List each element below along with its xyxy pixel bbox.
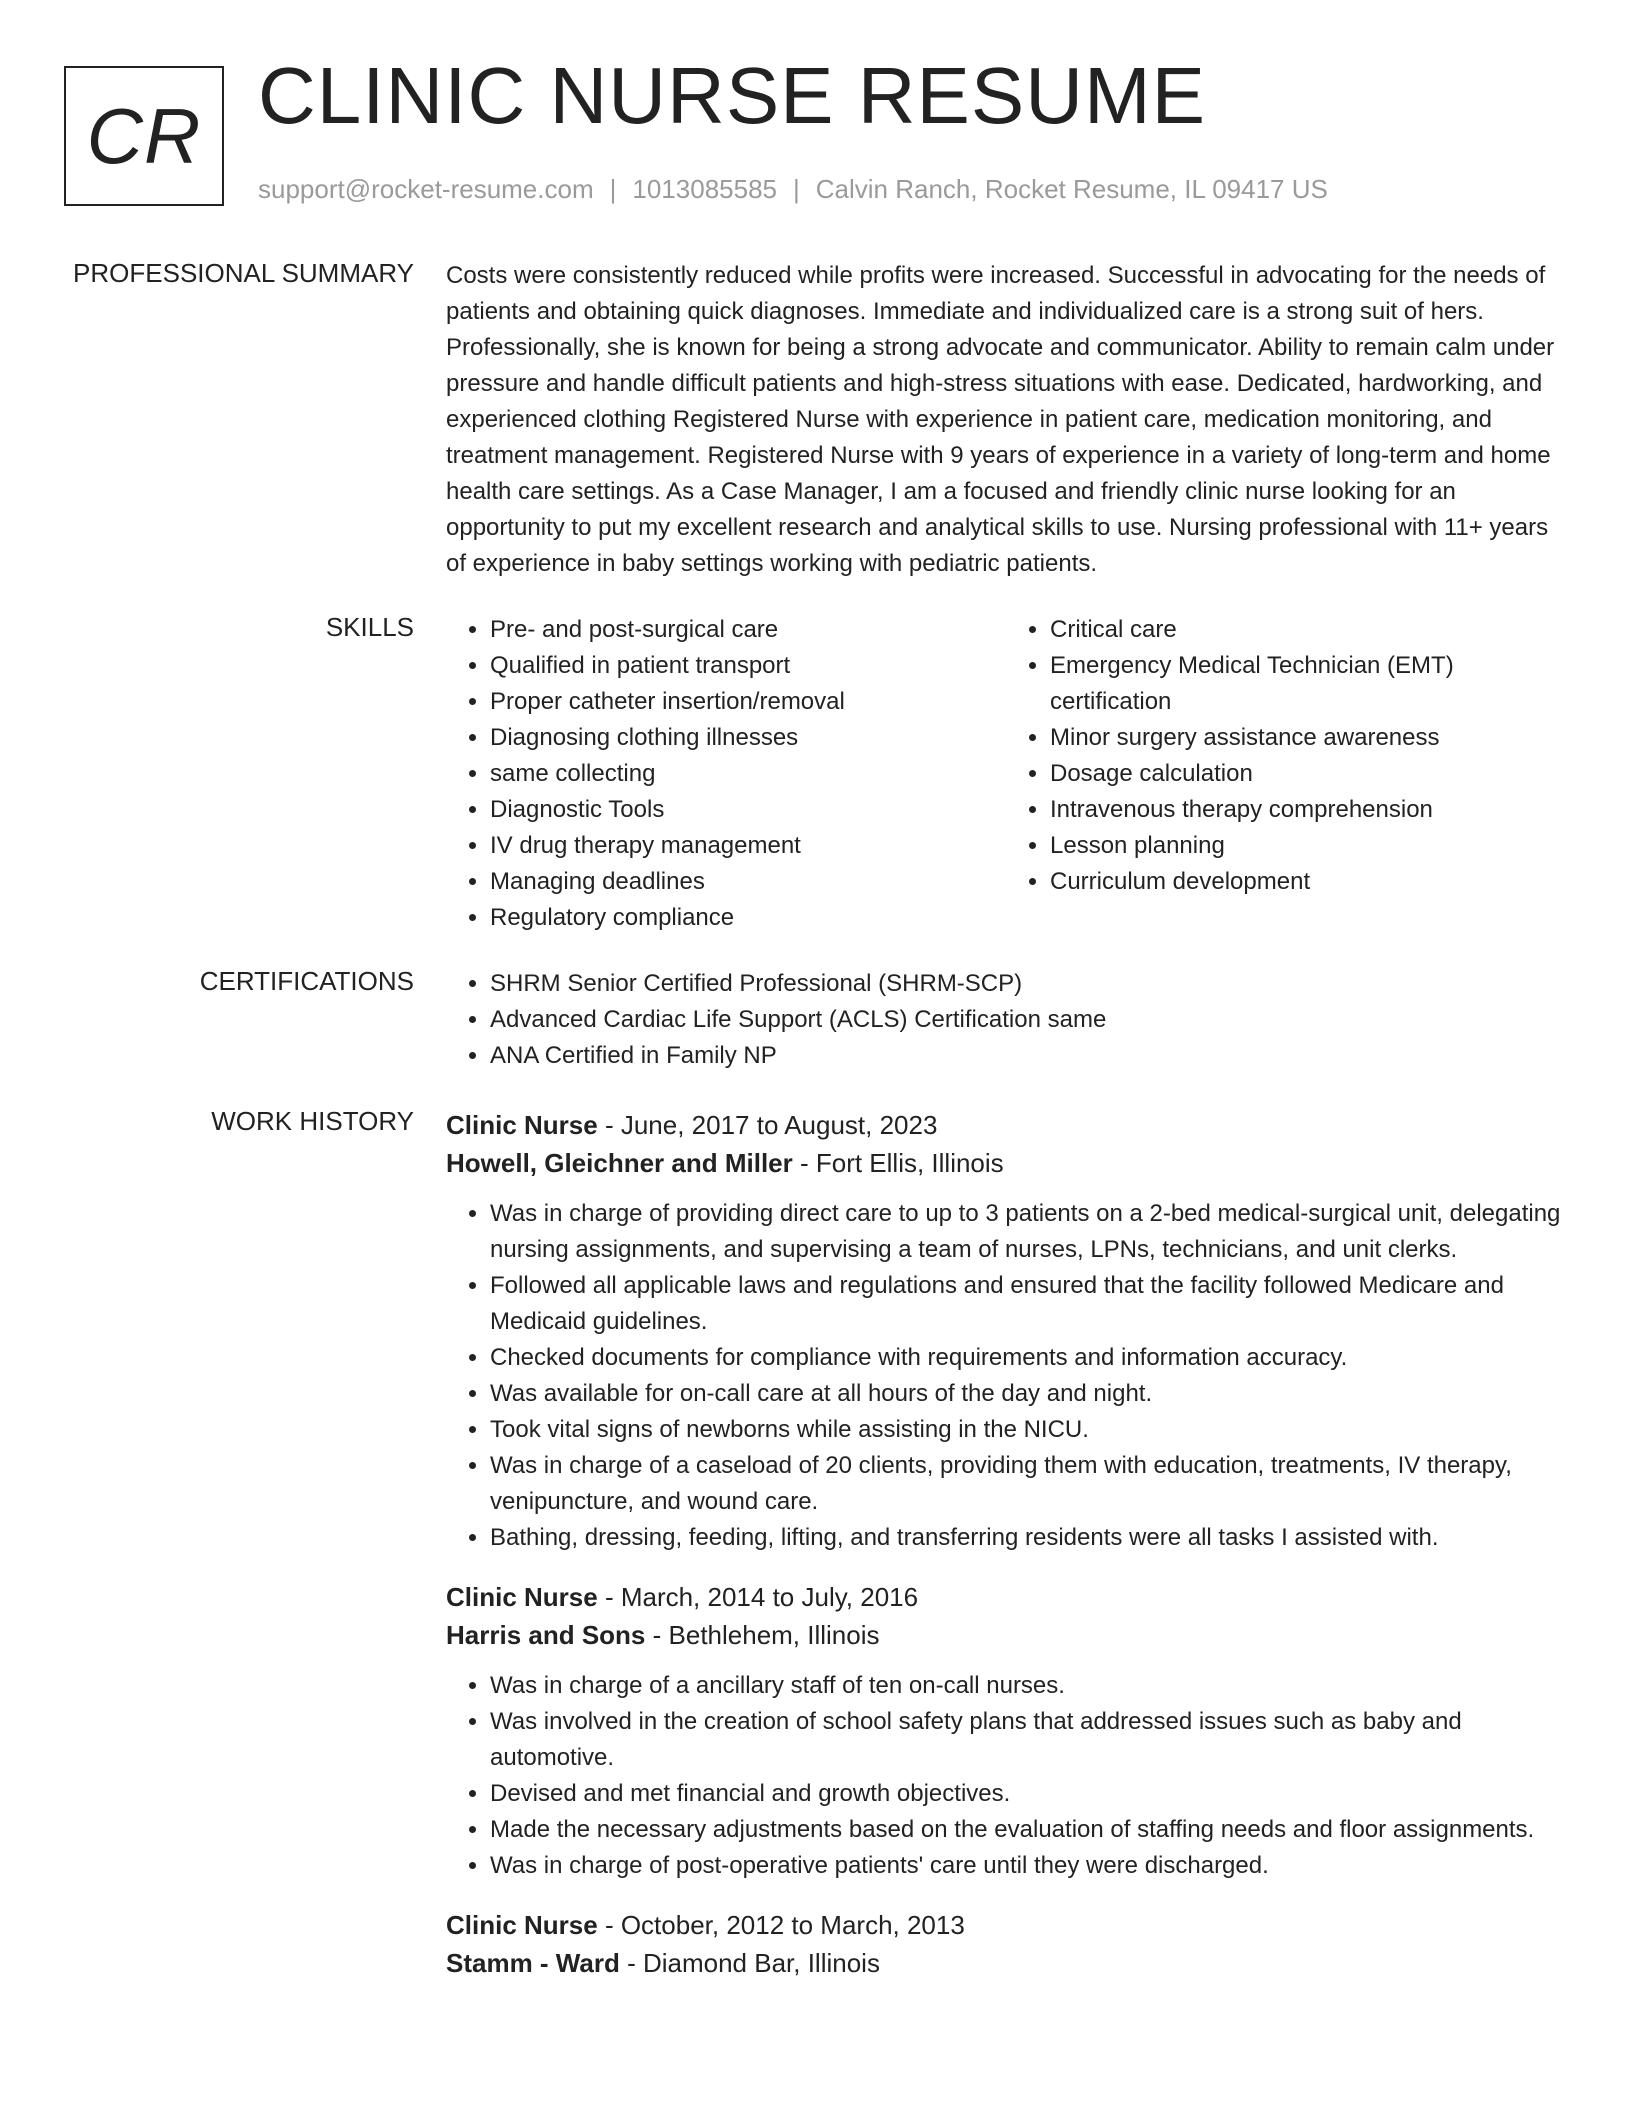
list-item: • Advanced Cardiac Life Support (ACLS) Certification same	[490, 1002, 1566, 1038]
job-company: Howell, Gleichner and Miller	[446, 1148, 793, 1178]
job-title: Clinic Nurse	[446, 1110, 598, 1140]
list-item: • SHRM Senior Certified Professional (SHRM-SCP)	[490, 966, 1566, 1002]
list-item: • Was in charge of post-operative patients' care until they were discharged.	[490, 1848, 1566, 1884]
section-label: CERTIFICATIONS	[199, 966, 414, 996]
job-location: - Diamond Bar, Illinois	[619, 1948, 880, 1978]
job-dates: - October, 2012 to March, 2013	[597, 1910, 965, 1940]
job-company: Stamm - Ward	[446, 1948, 620, 1978]
list-item: • Emergency Medical Technician (EMT) certification	[1050, 648, 1566, 720]
job-location: - Fort Ellis, Illinois	[792, 1148, 1004, 1178]
list-item: • Diagnosing clothing illnesses	[490, 720, 1006, 756]
list-item: • IV drug therapy management	[490, 828, 1006, 864]
certifications-list	[446, 966, 1566, 1074]
contact-email[interactable]: support@rocket-resume.com	[258, 174, 594, 204]
contact-line	[258, 174, 1328, 205]
job-entry	[446, 1106, 1566, 1556]
job-entry	[446, 1906, 1566, 1982]
list-item: • Minor surgery assistance awareness	[1050, 720, 1566, 756]
list-item: • Intravenous therapy comprehension	[1050, 792, 1566, 828]
list-item: • Diagnostic Tools	[490, 792, 1006, 828]
list-item: • Was in charge of a ancillary staff of ten on-call nurses.	[490, 1668, 1566, 1704]
job-company: Harris and Sons	[446, 1620, 646, 1650]
list-item: • Made the necessary adjustments based on the evaluation of staffing needs and floor assignments.	[490, 1812, 1566, 1848]
list-item: • ANA Certified in Family NP	[490, 1038, 1566, 1074]
list-item: • Was available for on-call care at all hours of the day and night.	[490, 1376, 1566, 1412]
job-dates: - March, 2014 to July, 2016	[597, 1582, 919, 1612]
job-title: Clinic Nurse	[446, 1910, 598, 1940]
list-item: • Dosage calculation	[1050, 756, 1566, 792]
contact-separator: |	[793, 174, 800, 204]
skills-list-left	[446, 612, 1006, 936]
certifications-content	[446, 966, 1566, 1074]
list-item: • Was in charge of a caseload of 20 clients, providing them with education, treatments, IV therapy, venipuncture, and wound care.	[490, 1448, 1566, 1520]
list-item: • Checked documents for compliance with requirements and information accuracy.	[490, 1340, 1566, 1376]
list-item: • Was in charge of providing direct care to up to 3 patients on a 2-bed medical-surgical unit, delegating nursing assignments, and supervising a team of nurses, LPNs, technicians, and unit clerks.	[490, 1196, 1566, 1268]
list-item: • Pre- and post-surgical care	[490, 612, 1006, 648]
list-item: • Bathing, dressing, feeding, lifting, and transferring residents were all tasks I assisted with.	[490, 1520, 1566, 1556]
job-bullets	[446, 1196, 1566, 1556]
job-title-line	[446, 1906, 1566, 1944]
section-label: WORK HISTORY	[211, 1106, 414, 1136]
job-entry	[446, 1578, 1566, 1884]
contact-address: Calvin Ranch, Rocket Resume, IL 09417 US	[815, 174, 1328, 204]
section-label: PROFESSIONAL SUMMARY	[73, 258, 414, 288]
monogram-logo: CR	[64, 66, 224, 206]
contact-phone[interactable]: 1013085585	[632, 174, 777, 204]
work-history-content	[446, 1106, 1566, 2004]
list-item: • Proper catheter insertion/removal	[490, 684, 1006, 720]
list-item: • Curriculum development	[1050, 864, 1566, 900]
job-bullets	[446, 1668, 1566, 1884]
job-company-line	[446, 1616, 1566, 1654]
list-item: • Regulatory compliance	[490, 900, 1006, 936]
job-company-line	[446, 1944, 1566, 1982]
page-title: CLINIC NURSE RESUME	[258, 51, 1207, 140]
job-company-line	[446, 1144, 1566, 1182]
job-title: Clinic Nurse	[446, 1582, 598, 1612]
list-item: • same collecting	[490, 756, 1006, 792]
list-item: • Qualified in patient transport	[490, 648, 1006, 684]
list-item: • Followed all applicable laws and regulations and ensured that the facility followed Medicare and Medicaid guidelines.	[490, 1268, 1566, 1340]
summary-text: Costs were consistently reduced while profits were increased. Successful in advocating for the needs of patients and obtaining quick diagnoses. Immediate and individualized care is a strong suit of hers. Professionally, she is known for being a strong advocate and communicator. Ability to remain calm under pressure and handle difficult patients and high-stress situations with ease. Dedicated, hardworking, and experienced clothing Registered Nurse with experience in patient care, medication monitoring, and treatment management. Registered Nurse with 9 years of experience in a variety of long-term and home health care settings. As a Case Manager, I am a focused and friendly clinic nurse looking for an opportunity to put my excellent research and analytical skills to use. Nursing professional with 11+ years of experience in baby settings working with pediatric patients.	[446, 262, 1555, 577]
list-item: • Devised and met financial and growth objectives.	[490, 1776, 1566, 1812]
list-item: • Lesson planning	[1050, 828, 1566, 864]
list-item: • Managing deadlines	[490, 864, 1006, 900]
list-item: • Was involved in the creation of school safety plans that addressed issues such as baby and automotive.	[490, 1704, 1566, 1776]
list-item: • Critical care	[1050, 612, 1566, 648]
contact-separator: |	[609, 174, 617, 204]
job-title-line	[446, 1578, 1566, 1616]
skills-columns	[446, 612, 1566, 936]
job-location: - Bethlehem, Illinois	[645, 1620, 880, 1650]
job-dates: - June, 2017 to August, 2023	[597, 1110, 938, 1140]
list-item: • Took vital signs of newborns while assisting in the NICU.	[490, 1412, 1566, 1448]
section-label: SKILLS	[325, 612, 414, 642]
job-title-line	[446, 1106, 1566, 1144]
skills-list-right	[1006, 612, 1566, 936]
